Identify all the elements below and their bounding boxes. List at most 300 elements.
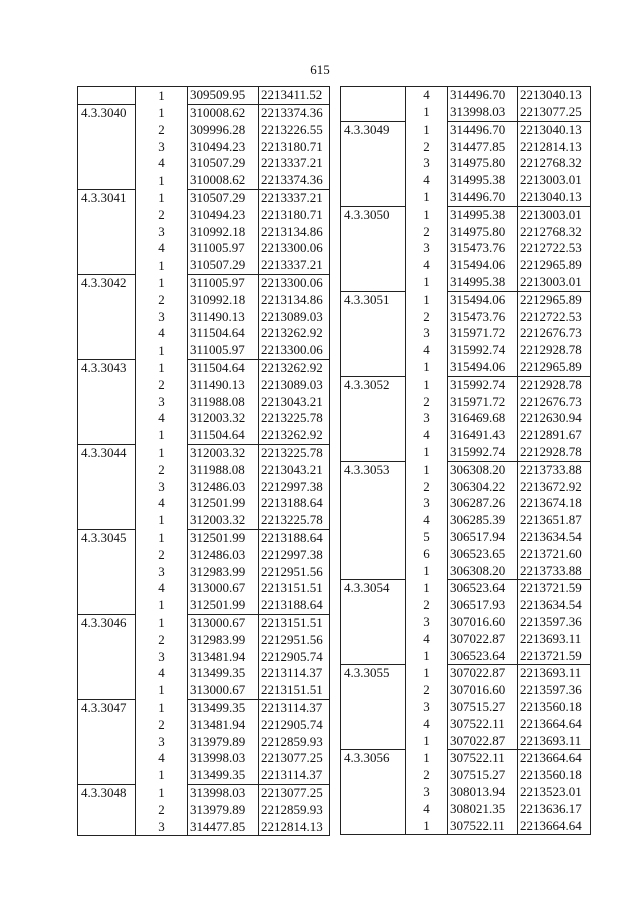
x-coordinate-cell: 315971.72 — [448, 393, 518, 410]
y-coordinate-cell: 2213077.25 — [259, 784, 330, 801]
point-number-cell: 3 — [406, 699, 448, 716]
table-row — [341, 410, 591, 427]
y-coordinate-cell: 2213597.36 — [518, 682, 591, 699]
x-coordinate-cell: 312501.99 — [188, 597, 259, 614]
y-coordinate-cell: 2213672.92 — [518, 478, 591, 495]
y-coordinate-cell: 2213225.78 — [259, 410, 330, 427]
y-coordinate-cell: 2213134.86 — [259, 292, 330, 309]
table-row — [341, 597, 591, 614]
y-coordinate-cell: 2212676.73 — [518, 393, 591, 410]
x-coordinate-cell: 306517.93 — [448, 597, 518, 614]
y-coordinate-cell: 2212768.32 — [518, 223, 591, 240]
y-coordinate-cell: 2212722.53 — [518, 240, 591, 257]
point-number-cell: 4 — [136, 750, 188, 767]
point-number-cell: 3 — [406, 410, 448, 427]
point-number-cell: 2 — [136, 632, 188, 649]
table-row — [78, 240, 330, 257]
table-row — [78, 308, 330, 325]
point-number-cell: 1 — [406, 647, 448, 664]
y-coordinate-cell: 2213089.03 — [259, 308, 330, 325]
point-number-cell: 4 — [406, 342, 448, 359]
section-id-cell — [341, 562, 406, 579]
section-id-cell — [341, 87, 406, 104]
x-coordinate-cell: 306523.64 — [448, 647, 518, 664]
y-coordinate-cell: 2212722.53 — [518, 308, 591, 325]
x-coordinate-cell: 309996.28 — [188, 122, 259, 139]
section-id-cell: 4.3.3046 — [78, 614, 136, 631]
x-coordinate-cell: 315992.74 — [448, 376, 518, 393]
table-row — [78, 750, 330, 767]
x-coordinate-cell: 306517.94 — [448, 529, 518, 546]
table-row — [341, 767, 591, 784]
page-number: 615 — [310, 62, 330, 77]
section-id-cell — [341, 715, 406, 732]
y-coordinate-cell: 2212997.38 — [259, 547, 330, 564]
y-coordinate-cell: 2213040.13 — [518, 189, 591, 206]
section-id-cell — [78, 427, 136, 444]
table-row — [341, 189, 591, 206]
x-coordinate-cell: 313979.89 — [188, 733, 259, 750]
y-coordinate-cell: 2213634.54 — [518, 529, 591, 546]
x-coordinate-cell: 314995.38 — [448, 274, 518, 291]
table-row — [341, 206, 591, 223]
table-row — [341, 562, 591, 579]
x-coordinate-cell: 310507.29 — [188, 155, 259, 172]
x-coordinate-cell: 311005.97 — [188, 342, 259, 359]
section-id-cell — [341, 478, 406, 495]
x-coordinate-cell: 314975.80 — [448, 223, 518, 240]
y-coordinate-cell: 2212630.94 — [518, 410, 591, 427]
table-row — [78, 359, 330, 376]
table-row — [341, 817, 591, 834]
point-number-cell: 4 — [406, 172, 448, 189]
point-number-cell: 3 — [136, 138, 188, 155]
y-coordinate-cell: 2213664.64 — [518, 750, 591, 767]
table-row — [78, 257, 330, 274]
section-id-cell: 4.3.3052 — [341, 376, 406, 393]
x-coordinate-cell: 310507.29 — [188, 189, 259, 206]
section-id-cell — [78, 512, 136, 529]
point-number-cell: 3 — [406, 240, 448, 257]
table-row — [341, 461, 591, 478]
x-coordinate-cell: 313481.94 — [188, 716, 259, 733]
x-coordinate-cell: 307515.27 — [448, 767, 518, 784]
table-row — [341, 291, 591, 308]
table-row — [341, 614, 591, 631]
x-coordinate-cell: 307522.11 — [448, 750, 518, 767]
point-number-cell: 2 — [406, 138, 448, 155]
x-coordinate-cell: 306308.20 — [448, 562, 518, 579]
point-number-cell: 2 — [406, 767, 448, 784]
y-coordinate-cell: 2212905.74 — [259, 648, 330, 665]
section-id-cell — [78, 223, 136, 240]
x-coordinate-cell: 312003.32 — [188, 410, 259, 427]
section-id-cell — [341, 172, 406, 189]
x-coordinate-cell: 311988.08 — [188, 462, 259, 479]
x-coordinate-cell: 307515.27 — [448, 699, 518, 716]
section-id-cell — [78, 377, 136, 394]
section-id-cell — [78, 292, 136, 309]
section-id-cell — [341, 308, 406, 325]
point-number-cell: 2 — [136, 547, 188, 564]
section-id-cell: 4.3.3050 — [341, 206, 406, 223]
section-id-cell — [341, 732, 406, 749]
table-row — [78, 818, 330, 835]
x-coordinate-cell: 306304.22 — [448, 478, 518, 495]
table-row — [78, 377, 330, 394]
section-id-cell — [341, 257, 406, 274]
section-id-cell — [78, 122, 136, 139]
x-coordinate-cell: 313000.67 — [188, 614, 259, 631]
y-coordinate-cell: 2213003.01 — [518, 206, 591, 223]
section-id-cell — [341, 155, 406, 172]
point-number-cell: 3 — [136, 478, 188, 495]
table-row — [78, 699, 330, 716]
table-row — [341, 104, 591, 121]
section-id-cell — [341, 274, 406, 291]
section-id-cell — [78, 240, 136, 257]
y-coordinate-cell: 2213721.59 — [518, 647, 591, 664]
point-number-cell: 3 — [406, 325, 448, 342]
table-row — [341, 240, 591, 257]
y-coordinate-cell: 2213634.54 — [518, 597, 591, 614]
point-number-cell: 1 — [406, 817, 448, 834]
section-id-cell — [341, 767, 406, 784]
section-id-cell — [341, 138, 406, 155]
point-number-cell: 2 — [136, 801, 188, 818]
point-number-cell: 4 — [406, 427, 448, 444]
y-coordinate-cell: 2212928.78 — [518, 444, 591, 461]
table-row — [341, 376, 591, 393]
section-id-cell: 4.3.3055 — [341, 665, 406, 682]
x-coordinate-cell: 311490.13 — [188, 308, 259, 325]
x-coordinate-cell: 310494.23 — [188, 138, 259, 155]
x-coordinate-cell: 314477.85 — [448, 138, 518, 155]
table-row — [78, 223, 330, 240]
y-coordinate-cell: 2213374.36 — [259, 172, 330, 189]
section-id-cell — [78, 342, 136, 359]
x-coordinate-cell: 311504.64 — [188, 359, 259, 376]
point-number-cell: 1 — [136, 427, 188, 444]
x-coordinate-cell: 312003.32 — [188, 512, 259, 529]
y-coordinate-cell: 2212965.89 — [518, 257, 591, 274]
x-coordinate-cell: 315494.06 — [448, 359, 518, 376]
coordinates-table-right — [340, 86, 591, 835]
x-coordinate-cell: 315473.76 — [448, 308, 518, 325]
point-number-cell: 1 — [136, 342, 188, 359]
table-row — [78, 648, 330, 665]
section-id-cell: 4.3.3040 — [78, 104, 136, 121]
point-number-cell: 3 — [136, 648, 188, 665]
y-coordinate-cell: 2213664.64 — [518, 817, 591, 834]
section-id-cell: 4.3.3047 — [78, 699, 136, 716]
y-coordinate-cell: 2213411.52 — [259, 87, 330, 105]
table-row — [78, 207, 330, 224]
section-id-cell — [341, 359, 406, 376]
section-id-cell: 4.3.3044 — [78, 444, 136, 461]
table-row — [78, 155, 330, 172]
section-id-cell: 4.3.3045 — [78, 529, 136, 546]
table-row — [78, 547, 330, 564]
point-number-cell: 3 — [136, 563, 188, 580]
table-body-left — [78, 87, 330, 836]
x-coordinate-cell: 308013.94 — [448, 784, 518, 801]
point-number-cell: 1 — [136, 444, 188, 461]
section-id-cell: 4.3.3043 — [78, 359, 136, 376]
x-coordinate-cell: 316469.68 — [448, 410, 518, 427]
table-row — [341, 732, 591, 749]
section-id-cell: 4.3.3054 — [341, 580, 406, 597]
point-number-cell: 2 — [136, 122, 188, 139]
x-coordinate-cell: 310008.62 — [188, 172, 259, 189]
point-number-cell: 1 — [136, 87, 188, 105]
point-number-cell: 4 — [136, 410, 188, 427]
section-id-cell — [78, 818, 136, 835]
table-row — [78, 138, 330, 155]
table-row — [78, 614, 330, 631]
section-id-cell — [341, 784, 406, 801]
y-coordinate-cell: 2213337.21 — [259, 155, 330, 172]
y-coordinate-cell: 2213262.92 — [259, 427, 330, 444]
y-coordinate-cell: 2212928.78 — [518, 342, 591, 359]
table-row — [78, 665, 330, 682]
point-number-cell: 2 — [406, 597, 448, 614]
section-id-cell — [78, 478, 136, 495]
section-id-cell — [341, 410, 406, 427]
y-coordinate-cell: 2213040.13 — [518, 121, 591, 138]
point-number-cell: 2 — [136, 207, 188, 224]
x-coordinate-cell: 311504.64 — [188, 325, 259, 342]
table-row — [341, 631, 591, 648]
coordinates-table-left — [77, 86, 330, 836]
x-coordinate-cell: 309509.95 — [188, 87, 259, 105]
table-row — [78, 462, 330, 479]
point-number-cell: 3 — [136, 818, 188, 835]
y-coordinate-cell: 2213151.51 — [259, 580, 330, 597]
section-id-cell — [78, 155, 136, 172]
point-number-cell: 1 — [136, 172, 188, 189]
section-id-cell — [341, 529, 406, 546]
y-coordinate-cell: 2213636.17 — [518, 800, 591, 817]
section-id-cell — [78, 682, 136, 699]
table-row — [341, 715, 591, 732]
point-number-cell: 4 — [406, 87, 448, 104]
table-row — [341, 138, 591, 155]
section-id-cell — [341, 512, 406, 529]
table-row — [78, 801, 330, 818]
x-coordinate-cell: 313000.67 — [188, 682, 259, 699]
x-coordinate-cell: 315473.76 — [448, 240, 518, 257]
y-coordinate-cell: 2213337.21 — [259, 189, 330, 206]
section-id-cell — [341, 682, 406, 699]
y-coordinate-cell: 2213188.64 — [259, 597, 330, 614]
section-id-cell — [78, 665, 136, 682]
point-number-cell: 4 — [406, 631, 448, 648]
y-coordinate-cell: 2213180.71 — [259, 207, 330, 224]
table-row — [341, 495, 591, 512]
point-number-cell: 2 — [136, 462, 188, 479]
table-row — [341, 257, 591, 274]
table-row — [341, 512, 591, 529]
y-coordinate-cell: 2213721.59 — [518, 580, 591, 597]
y-coordinate-cell: 2213300.06 — [259, 342, 330, 359]
table-row — [341, 444, 591, 461]
table-row — [78, 632, 330, 649]
x-coordinate-cell: 312983.99 — [188, 563, 259, 580]
x-coordinate-cell: 310494.23 — [188, 207, 259, 224]
table-row — [78, 716, 330, 733]
y-coordinate-cell: 2212965.89 — [518, 359, 591, 376]
y-coordinate-cell: 2213151.51 — [259, 682, 330, 699]
table-row — [78, 597, 330, 614]
table-row — [78, 342, 330, 359]
point-number-cell: 3 — [406, 155, 448, 172]
point-number-cell: 1 — [406, 189, 448, 206]
x-coordinate-cell: 313499.35 — [188, 767, 259, 784]
point-number-cell: 3 — [406, 614, 448, 631]
section-id-cell — [78, 767, 136, 784]
section-id-cell — [78, 207, 136, 224]
table-row — [78, 580, 330, 597]
section-id-cell — [341, 597, 406, 614]
y-coordinate-cell: 2213003.01 — [518, 274, 591, 291]
y-coordinate-cell: 2213188.64 — [259, 529, 330, 546]
table-row — [78, 512, 330, 529]
table-row — [341, 308, 591, 325]
point-number-cell: 3 — [406, 784, 448, 801]
y-coordinate-cell: 2213077.25 — [518, 104, 591, 121]
y-coordinate-cell: 2212768.32 — [518, 155, 591, 172]
table-row — [341, 274, 591, 291]
y-coordinate-cell: 2213300.06 — [259, 274, 330, 291]
y-coordinate-cell: 2213337.21 — [259, 257, 330, 274]
table-row — [78, 292, 330, 309]
section-id-cell — [78, 648, 136, 665]
section-id-cell — [341, 342, 406, 359]
y-coordinate-cell: 2212891.67 — [518, 427, 591, 444]
y-coordinate-cell: 2213226.55 — [259, 122, 330, 139]
x-coordinate-cell: 310992.18 — [188, 292, 259, 309]
y-coordinate-cell: 2213003.01 — [518, 172, 591, 189]
section-id-cell: 4.3.3042 — [78, 274, 136, 291]
x-coordinate-cell: 310992.18 — [188, 223, 259, 240]
y-coordinate-cell: 2213188.64 — [259, 495, 330, 512]
point-number-cell: 1 — [406, 750, 448, 767]
point-number-cell: 3 — [136, 308, 188, 325]
table-row — [78, 784, 330, 801]
section-id-cell — [341, 223, 406, 240]
x-coordinate-cell: 307022.87 — [448, 665, 518, 682]
table-row — [341, 682, 591, 699]
section-id-cell — [78, 563, 136, 580]
x-coordinate-cell: 312501.99 — [188, 529, 259, 546]
point-number-cell: 1 — [406, 121, 448, 138]
table-row — [78, 682, 330, 699]
table-row — [78, 563, 330, 580]
section-id-cell — [341, 444, 406, 461]
section-id-cell: 4.3.3056 — [341, 750, 406, 767]
x-coordinate-cell: 313979.89 — [188, 801, 259, 818]
x-coordinate-cell: 314496.70 — [448, 87, 518, 104]
point-number-cell: 4 — [406, 800, 448, 817]
point-number-cell: 4 — [406, 715, 448, 732]
table-row — [341, 529, 591, 546]
point-number-cell: 2 — [136, 716, 188, 733]
x-coordinate-cell: 313998.03 — [188, 784, 259, 801]
table-row — [341, 342, 591, 359]
y-coordinate-cell: 2213374.36 — [259, 104, 330, 121]
table-row — [341, 478, 591, 495]
point-number-cell: 1 — [136, 274, 188, 291]
point-number-cell: 2 — [406, 478, 448, 495]
section-id-cell — [78, 172, 136, 189]
x-coordinate-cell: 306285.39 — [448, 512, 518, 529]
table-row — [341, 393, 591, 410]
section-id-cell — [78, 325, 136, 342]
x-coordinate-cell: 315494.06 — [448, 291, 518, 308]
point-number-cell: 1 — [136, 699, 188, 716]
table-row — [78, 325, 330, 342]
x-coordinate-cell: 313499.35 — [188, 665, 259, 682]
section-id-cell: 4.3.3048 — [78, 784, 136, 801]
section-id-cell — [341, 817, 406, 834]
section-id-cell — [78, 138, 136, 155]
x-coordinate-cell: 312501.99 — [188, 495, 259, 512]
table-row — [341, 665, 591, 682]
table-row — [341, 699, 591, 716]
point-number-cell: 1 — [406, 104, 448, 121]
y-coordinate-cell: 2213693.11 — [518, 631, 591, 648]
y-coordinate-cell: 2213262.92 — [259, 325, 330, 342]
section-id-cell — [78, 632, 136, 649]
y-coordinate-cell: 2213721.60 — [518, 546, 591, 563]
table-row — [78, 104, 330, 121]
point-number-cell: 1 — [406, 665, 448, 682]
point-number-cell: 4 — [136, 155, 188, 172]
y-coordinate-cell: 2213114.37 — [259, 699, 330, 716]
y-coordinate-cell: 2212814.13 — [259, 818, 330, 835]
table-row — [78, 495, 330, 512]
table-row — [341, 155, 591, 172]
section-id-cell — [78, 597, 136, 614]
point-number-cell: 2 — [136, 292, 188, 309]
x-coordinate-cell: 306287.26 — [448, 495, 518, 512]
x-coordinate-cell: 311005.97 — [188, 240, 259, 257]
point-number-cell: 5 — [406, 529, 448, 546]
table-row — [78, 393, 330, 410]
point-number-cell: 1 — [136, 104, 188, 121]
x-coordinate-cell: 307016.60 — [448, 614, 518, 631]
y-coordinate-cell: 2213651.87 — [518, 512, 591, 529]
y-coordinate-cell: 2212997.38 — [259, 478, 330, 495]
point-number-cell: 6 — [406, 546, 448, 563]
y-coordinate-cell: 2213043.21 — [259, 462, 330, 479]
section-id-cell — [341, 614, 406, 631]
section-id-cell: 4.3.3051 — [341, 291, 406, 308]
y-coordinate-cell: 2213225.78 — [259, 512, 330, 529]
section-id-cell — [78, 257, 136, 274]
x-coordinate-cell: 315992.74 — [448, 342, 518, 359]
table-row — [341, 172, 591, 189]
y-coordinate-cell: 2213560.18 — [518, 699, 591, 716]
point-number-cell: 3 — [136, 733, 188, 750]
section-id-cell: 4.3.3049 — [341, 121, 406, 138]
point-number-cell: 1 — [406, 274, 448, 291]
x-coordinate-cell: 306523.65 — [448, 546, 518, 563]
section-id-cell — [341, 495, 406, 512]
point-number-cell: 2 — [136, 377, 188, 394]
section-id-cell — [78, 733, 136, 750]
